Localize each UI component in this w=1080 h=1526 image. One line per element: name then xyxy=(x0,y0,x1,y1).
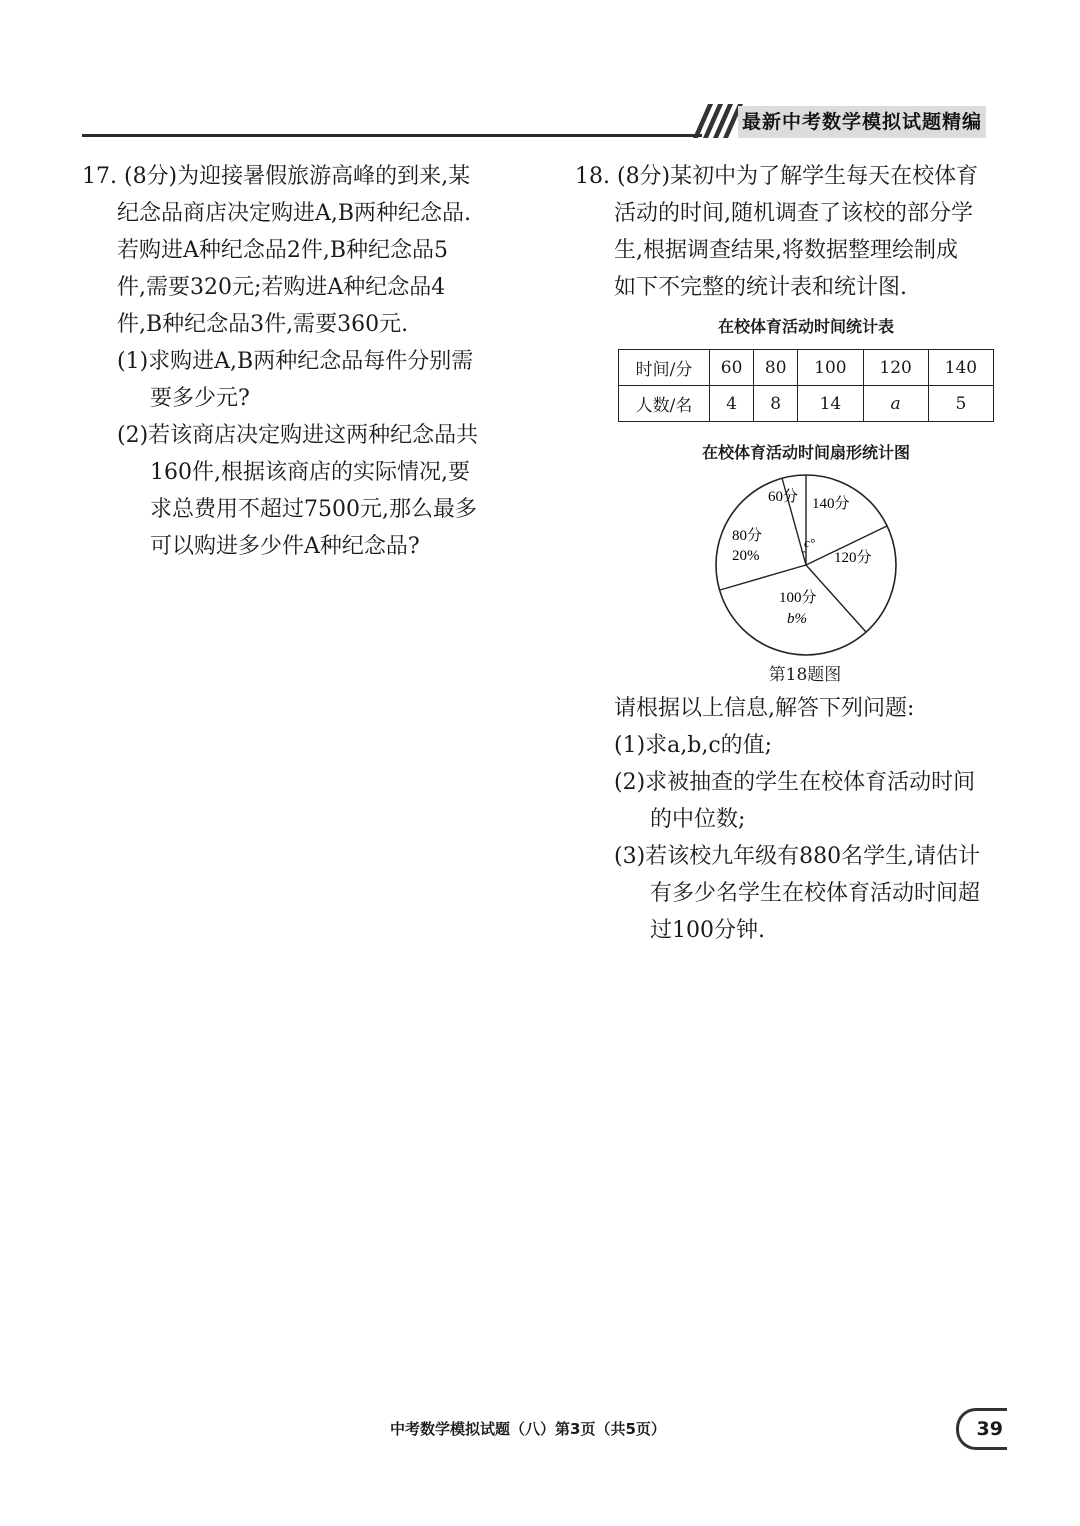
q17-line: 可以购进多少件A种纪念品? xyxy=(150,534,420,559)
table-cell: 14 xyxy=(798,386,863,422)
table-cell: 8 xyxy=(754,386,798,422)
q18-line: 生,根据调查结果,将数据整理绘制成 xyxy=(614,238,958,263)
q18-line: 有多少名学生在校体育活动时间超 xyxy=(650,881,981,906)
header-banner: 最新中考数学模拟试题精编 xyxy=(738,106,986,138)
table-row xyxy=(619,386,994,422)
table-cell: 60 xyxy=(710,350,754,386)
q17-line: 若购进A种纪念品2件,B种纪念品5 xyxy=(117,238,449,263)
q17-line: 件,B种纪念品3件,需要360元. xyxy=(117,312,409,337)
q17-line: 160件,根据该商店的实际情况,要 xyxy=(150,460,470,485)
table-cell: 4 xyxy=(710,386,754,422)
table-cell: 100 xyxy=(798,350,863,386)
pie-label-80: 80分 xyxy=(732,528,763,544)
q18-line: 活动的时间,随机调查了该校的部分学 xyxy=(614,201,973,226)
q17-line: 17. (8分)为迎接暑假旅游高峰的到来,某 xyxy=(82,164,471,189)
pie-label-60: 60分 xyxy=(768,489,799,505)
table-cell: 140 xyxy=(928,350,993,386)
header-rule xyxy=(82,134,702,137)
pie-label-100-percent: b% xyxy=(787,611,807,627)
pie-label-100: 100分 xyxy=(779,590,817,606)
q17-subquestion-2: (2)若该商店决定购进这两种纪念品共 xyxy=(117,423,479,448)
q17-line: 纪念品商店决定购进A,B两种纪念品. xyxy=(117,201,472,226)
page-footer: 中考数学模拟试题（八）第3页（共5页） xyxy=(390,1420,666,1438)
table-cell: 120 xyxy=(863,350,928,386)
figure-caption: 第18题图 xyxy=(768,665,842,685)
q17-line: 件,需要320元;若购进A种纪念品4 xyxy=(117,275,446,300)
table-title: 在校体育活动时间统计表 xyxy=(717,317,894,336)
pie-chart xyxy=(700,470,910,660)
q17-subquestion-1: (1)求购进A,B两种纪念品每件分别需 xyxy=(117,349,474,374)
q18-subquestion-3: (3)若该校九年级有880名学生,请估计 xyxy=(614,844,981,869)
table-row xyxy=(619,350,994,386)
pie-label-120: 120分 xyxy=(834,550,872,566)
pie-divider xyxy=(720,565,806,590)
chart-title: 在校体育活动时间扇形统计图 xyxy=(701,443,910,462)
table-cell: 5 xyxy=(928,386,993,422)
q18-line: 过100分钟. xyxy=(650,918,765,943)
q17-line: 要多少元? xyxy=(150,386,250,411)
q18-subquestion-2: (2)求被抽查的学生在校体育活动时间 xyxy=(614,770,976,795)
table-header-cell: 时间/分 xyxy=(619,350,710,386)
q18-question-intro: 请根据以上信息,解答下列问题: xyxy=(614,696,915,721)
stats-table xyxy=(618,349,994,422)
q18-line: 如下不完整的统计表和统计图. xyxy=(614,275,907,300)
pie-label-140: 140分 xyxy=(812,496,850,512)
q18-subquestion-1: (1)求a,b,c的值; xyxy=(614,733,773,758)
table-cell: 80 xyxy=(754,350,798,386)
q18-line: 的中位数; xyxy=(650,807,746,832)
pie-label-80-percent: 20% xyxy=(732,548,760,564)
table-cell: a xyxy=(863,386,928,422)
q18-line: 18. (8分)某初中为了解学生每天在校体育 xyxy=(575,164,979,189)
q17-line: 求总费用不超过7500元,那么最多 xyxy=(150,497,477,522)
table-header-cell: 人数/名 xyxy=(619,386,710,422)
page-number: 39 xyxy=(956,1408,1007,1450)
pie-angle-label: c° xyxy=(804,535,815,550)
